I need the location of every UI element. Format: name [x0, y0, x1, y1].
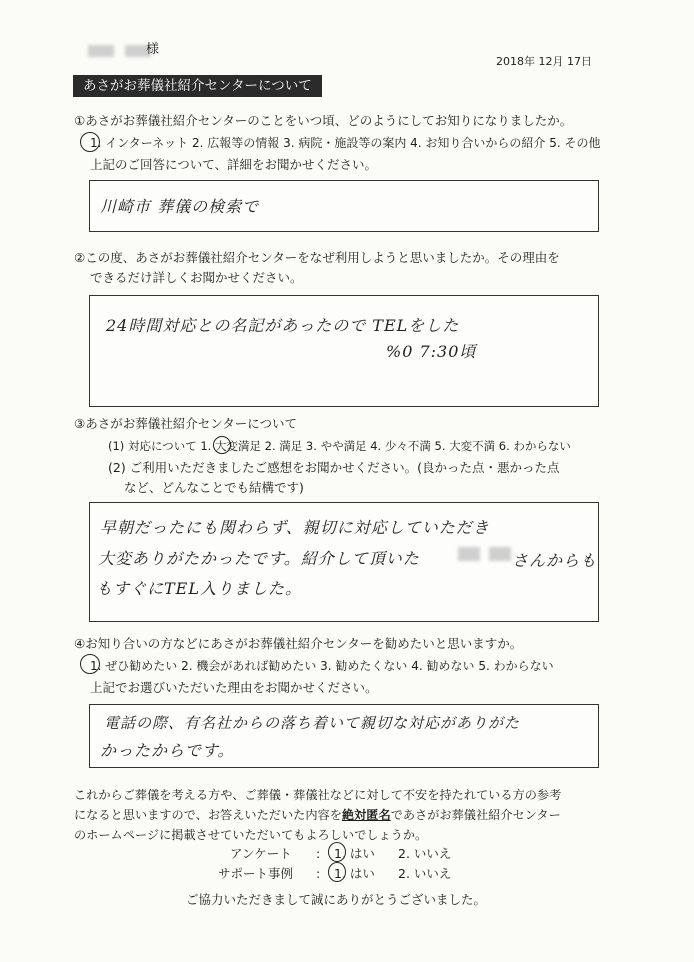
support-colon: :	[316, 866, 321, 881]
q3-sub2-line2: など、どんなことでも結構です)	[124, 480, 304, 495]
q3-answer-line2-b: さんからも	[512, 551, 598, 570]
support-yes: 1. はい	[334, 866, 375, 881]
q1-prompt: 上記のご回答について、詳細をお聞かせください。	[90, 157, 378, 172]
redacted-name	[88, 42, 151, 61]
redacted-name-inline	[458, 546, 511, 565]
q3-sub1: (1) 対応について 1. 大変満足 2. 満足 3. やや満足 4. 少々不満 5. 大変不満 6. わからない	[108, 439, 571, 453]
q3-question: ③あさがお葬儀社紹介センターについて	[74, 416, 297, 431]
q3-selected-circle	[213, 436, 231, 454]
q3-answer-line1: 早朝だったにも関わらず、親切に対応していただき	[100, 518, 490, 537]
anonymous-emphasis: 絶対匿名	[341, 808, 391, 822]
survey-no: 2. いいえ	[398, 846, 452, 861]
q2-question-line2: できるだけ詳しくお聞かせください。	[90, 270, 303, 285]
closing-line3: のホームページに掲載させていただいてもよろしいでしょうか。	[74, 828, 428, 842]
q2-answer-box	[89, 295, 599, 407]
honorific: 様	[146, 42, 160, 57]
q3-sub2-line1: (2) ご利用いただきましたご感想をお聞かせください。(良かった点・悪かった点	[108, 460, 560, 475]
q2-question-line1: ②この度、あさがお葬儀社紹介センターをなぜ利用しようと思いましたか。その理由を	[74, 250, 560, 265]
thanks: ご協力いただきまして誠にありがとうございました。	[186, 892, 487, 907]
survey-selected-circle	[328, 842, 346, 862]
closing-line2-b: であさがお葬儀社紹介センター	[390, 808, 561, 822]
support-no: 2. いいえ	[398, 866, 452, 881]
survey-label: アンケート	[230, 846, 292, 861]
survey-colon: :	[316, 846, 321, 861]
q1-selected-circle	[80, 132, 100, 152]
q3-answer-line3: もすぐにTEL入りました。	[96, 579, 302, 598]
q4-answer-line2: かったからです。	[100, 741, 235, 760]
q2-answer-line2: %0 7:30頃	[386, 342, 477, 361]
q4-prompt: 上記でお選びいただいた理由をお聞かせください。	[90, 680, 378, 695]
closing-line1: これからご葬儀を考える方や、ご葬儀・葬儀社などに対して不安を持たれている方の参考	[74, 788, 562, 802]
closing-line2	[74, 807, 561, 823]
q3-answer-line2-a: 大変ありがたかったです。紹介して頂いた	[98, 549, 420, 568]
date: 2018年 12月 17日	[496, 55, 592, 68]
support-label: サポート事例	[218, 866, 294, 881]
q4-options: 1. ぜひ勧めたい 2. 機会があれば勧めたい 3. 勧めたくない 4. 勧めない 5. わからない	[90, 659, 554, 673]
q1-options: 1. インターネット 2. 広報等の情報 3. 病院・施設等の案内 4. お知り合いからの紹介 5. その他	[90, 136, 601, 150]
q2-answer-line1: 24時間対応との名記があったので TELをした	[106, 316, 460, 335]
survey-yes: 1. はい	[334, 846, 375, 861]
q1-question: ①あさがお葬儀社紹介センターのことをいつ頃、どのようにしてお知りになりましたか。	[74, 113, 573, 128]
closing-line2-a: になると思いますので、お答えいただいた内容を	[74, 808, 342, 822]
q4-selected-circle	[80, 654, 100, 674]
q4-answer-line1: 電話の際、有名社からの落ち着いて親切な対応がありがた	[104, 714, 521, 732]
q1-answer: 川崎市 葬儀の検索で	[100, 197, 260, 216]
q4-question: ④お知り合いの方などにあさがお葬儀社紹介センターを勧めたいと思いますか。	[74, 636, 523, 651]
support-selected-circle	[328, 862, 346, 882]
section-title: あさがお葬儀社紹介センターについて	[73, 75, 322, 97]
